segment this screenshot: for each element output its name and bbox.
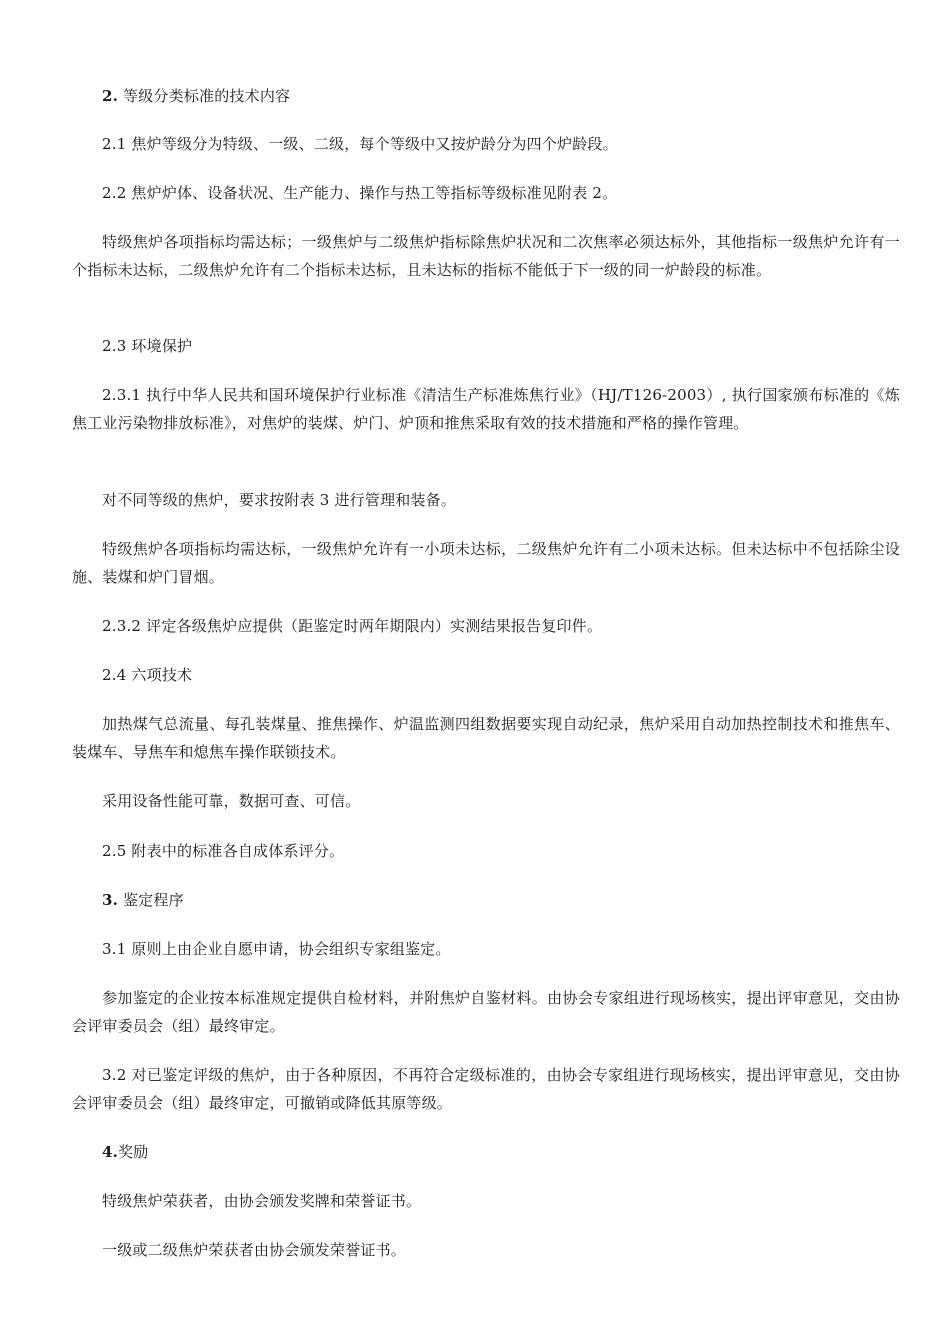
section-number: 3. bbox=[102, 891, 119, 909]
paragraph-2-4: 2.4 六项技术 bbox=[102, 666, 193, 684]
section-number: 2. bbox=[102, 87, 119, 105]
paragraph-environment-rules: 特级焦炉各项指标均需达标，一级焦炉允许有一小项未达标，二级焦炉允许有二小项未达标。但未达标中不包括除尘设施、装煤和炉门冒烟。 bbox=[72, 540, 900, 586]
section-title: 奖励 bbox=[118, 1143, 149, 1161]
paragraph-six-technologies: 加热煤气总流量、每孔装煤量、推焦操作、炉温监测四组数据要实现自动纪录，焦炉采用自动加热控制技术和推焦车、装煤车、导焦车和熄焦车操作联锁技术。 bbox=[72, 715, 900, 761]
section-number: 4. bbox=[102, 1143, 119, 1161]
paragraph-2-3: 2.3 环境保护 bbox=[102, 337, 193, 355]
paragraph-2-2: 2.2 焦炉炉体、设备状况、生产能力、操作与热工等指标等级标准见附表 2。 bbox=[102, 184, 618, 202]
paragraph-2-3-2: 2.3.2 评定各级焦炉应提供（距鉴定时两年期限内）实测结果报告复印件。 bbox=[102, 617, 603, 635]
paragraph-2-3-1: 2.3.1 执行中华人民共和国环境保护行业标准《清洁生产标准炼焦行业》（HJ/T126-2003）, 执行国家颁布标准的《炼焦工业污染物排放标准》，对焦炉的装煤、炉门、炉顶和推焦采取有效的技术措施和严格的操作管理。 bbox=[72, 386, 900, 432]
paragraph-grade-award: 一级或二级焦炉荣获者由协会颁发荣誉证书。 bbox=[102, 1241, 407, 1259]
paragraph-3-2: 3.2 对已鉴定评级的焦炉，由于各种原因，不再符合定级标准的，由协会专家组进行现场核实，提出评审意见，交由协会评审委员会（组）最终审定，可撤销或降低其原等级。 bbox=[72, 1066, 900, 1112]
paragraph-equipment: 采用设备性能可靠，数据可查、可信。 bbox=[102, 792, 361, 810]
paragraph-table-3: 对不同等级的焦炉，要求按附表 3 进行管理和装备。 bbox=[102, 491, 457, 509]
section-heading-3 bbox=[72, 887, 900, 915]
paragraph-grading-rules: 特级焦炉各项指标均需达标；一级焦炉与二级焦炉指标除焦炉状况和二次焦率必须达标外，其他指标一级焦炉允许有一个指标未达标，二级焦炉允许有二个指标未达标，且未达标的指标不能低于下一级的同一炉龄段的标准。 bbox=[72, 233, 900, 279]
paragraph-application-process: 参加鉴定的企业按本标准规定提供自检材料，并附焦炉自鉴材料。由协会专家组进行现场核实，提出评审意见，交由协会评审委员会（组）最终审定。 bbox=[72, 989, 900, 1035]
paragraph-3-1: 3.1 原则上由企业自愿申请，协会组织专家组鉴定。 bbox=[102, 940, 451, 958]
paragraph-2-1: 2.1 焦炉等级分为特级、一级、二级，每个等级中又按炉龄分为四个炉龄段。 bbox=[102, 135, 618, 153]
paragraph-2-5: 2.5 附表中的标准各自成体系评分。 bbox=[102, 842, 345, 860]
section-title: 等级分类标准的技术内容 bbox=[118, 87, 291, 105]
section-heading-2 bbox=[72, 83, 900, 111]
paragraph-special-award: 特级焦炉荣获者，由协会颁发奖牌和荣誉证书。 bbox=[102, 1192, 422, 1210]
section-heading-4 bbox=[72, 1139, 900, 1167]
section-title: 鉴定程序 bbox=[118, 891, 184, 909]
